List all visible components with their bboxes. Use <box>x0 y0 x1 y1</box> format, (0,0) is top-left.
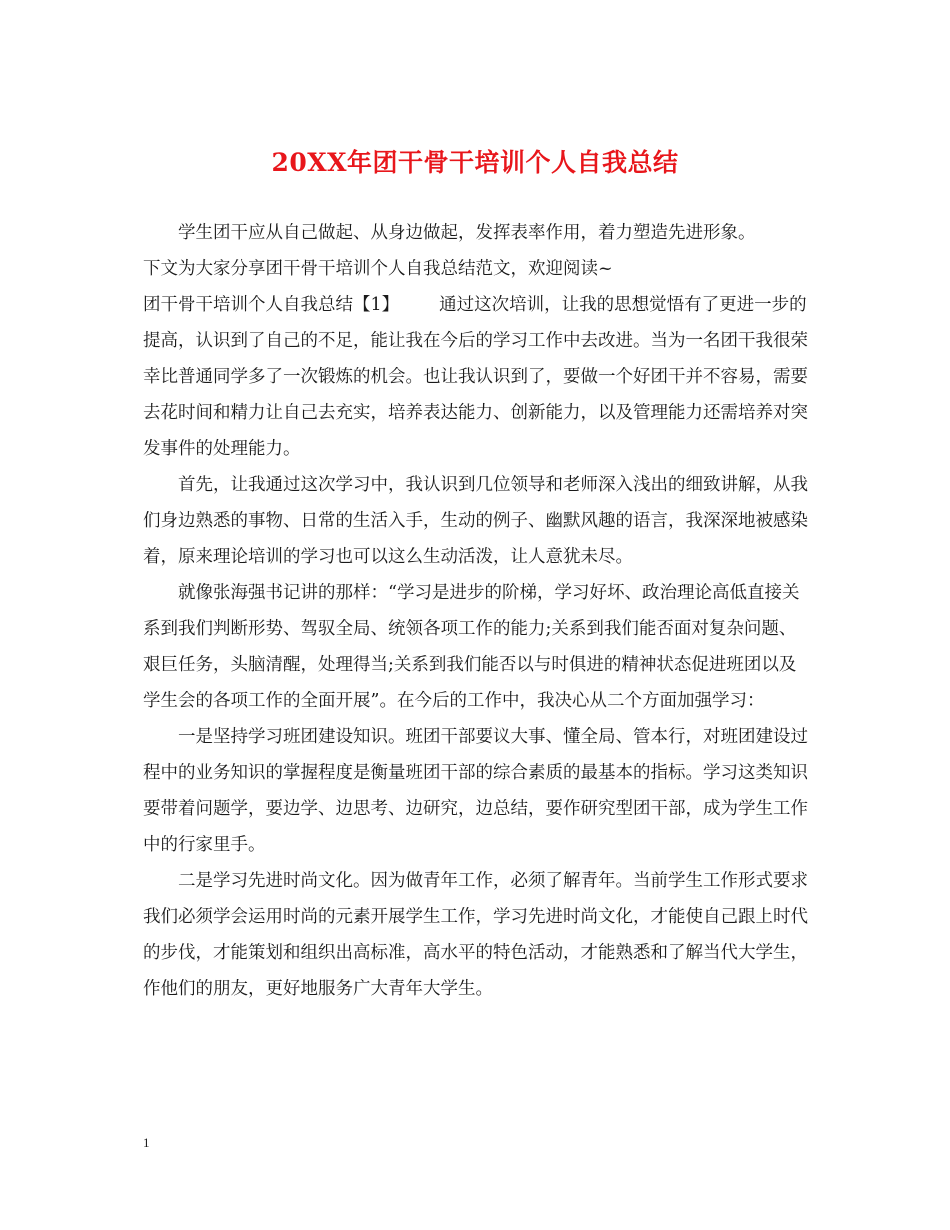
intro-line-1: 学生团干应从自己做起、从身边做起，发挥表率作用，着力塑造先进形象。 <box>178 223 756 243</box>
section-heading: 团干骨干培训个人自我总结【1】 <box>143 295 400 315</box>
body-paragraph: 二是学习先进时尚文化。因为做青年工作，必须了解青年。当前学生工作形式要求我们必须学会运用时尚的元素开展学生工作，学习先进时尚文化，才能使自己跟上时代的步伐，才能策划和组织出高标准，高水平的特色活动，才能熟悉和了解当代大学生，作他们的朋友，更好地服务广大青年大学生。 <box>143 871 808 999</box>
section-paragraph <box>143 287 808 467</box>
document-body <box>143 215 808 1007</box>
body-paragraph: 就像张海强书记讲的那样：“学习是进步的阶梯，学习好坏、政治理论高低直接关系到我们判断形势、驾驭全局、统领各项工作的能力;关系到我们能否面对复杂问题、艰巨任务，头脑清醒，处理得当;关系到我们能否以与时俱进的精神状态促进班团以及学生会的各项工作的全面开展”。在今后的工作中，我决心从二个方面加强学习： <box>143 583 800 711</box>
document-title: 20XX年团干骨干培训个人自我总结 <box>271 148 679 177</box>
section-text: 通过这次培训，让我的思想觉悟有了更进一步的提高，认识到了自己的不足，能让我在今后的学习工作中去改进。当为一名团干我很荣幸比普通同学多了一次锻炼的机会。也让我认识到了，要做一个好团干并不容易，需要去花时间和精力让自己去充实，培养表达能力、创新能力，以及管理能力还需培养对突发事件的处理能力。 <box>143 295 808 459</box>
intro-line-2: 下文为大家分享团干骨干培训个人自我总结范文，欢迎阅读~ <box>143 259 613 279</box>
body-paragraph: 一是坚持学习班团建设知识。班团干部要议大事、懂全局、管本行，对班团建设过程中的业务知识的掌握程度是衡量班团干部的综合素质的最基本的指标。学习这类知识要带着问题学，要边学、边思考、边研究，边总结，要作研究型团干部，成为学生工作中的行家里手。 <box>143 727 808 855</box>
body-paragraph: 首先，让我通过这次学习中，我认识到几位领导和老师深入浅出的细致讲解，从我们身边熟悉的事物、日常的生活入手，生动的例子、幽默风趣的语言，我深深地被感染着，原来理论培训的学习也可以这么生动活泼，让人意犹未尽。 <box>143 475 808 567</box>
page-number: 1 <box>143 1135 150 1150</box>
